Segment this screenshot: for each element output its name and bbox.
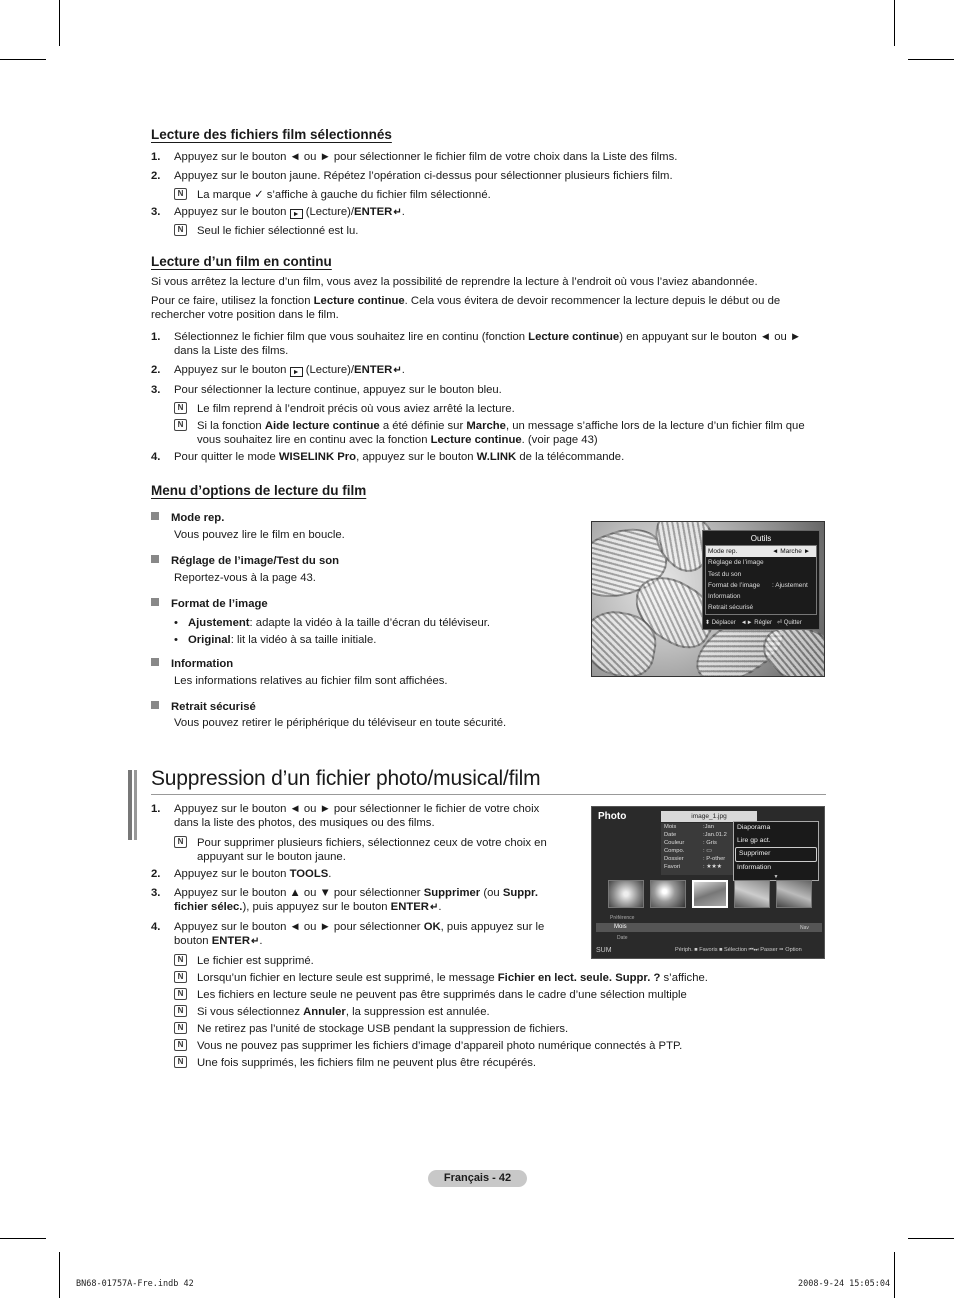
- enter-icon: ↵: [251, 936, 260, 947]
- note-icon: N: [174, 419, 187, 431]
- option-description: Vous pouvez retirer le périphérique du téléviseur en toute sécurité.: [174, 717, 507, 729]
- info-row: Compo. : ▭: [664, 848, 712, 854]
- info-row: Date :Jan.01.2: [664, 832, 727, 838]
- note-icon: N: [174, 1005, 187, 1017]
- square-bullet-icon: [151, 658, 159, 666]
- divider: [151, 794, 826, 795]
- pref-label: Préférence: [610, 915, 635, 921]
- crop-mark: [59, 1252, 60, 1298]
- note-item: N Si la fonction Aide lecture continue a été définie sur Marche, un message s’affiche lors de la lecture d’un fichier film que vous souhaitez lire en continu avec la fonction Lecture continue. (voir page 43): [174, 419, 829, 447]
- square-bullet-icon: [151, 701, 159, 709]
- bullet-item: • Original: lit la vidéo à sa taille initiale.: [174, 634, 377, 646]
- step-item: 3. Appuyez sur le bouton ▲ ou ▼ pour sélectionner Supprimer (ou Suppr. fichier sélec.), puis appuyez sur le bouton ENTER↵.: [151, 887, 538, 913]
- tv-screenshot-photo-menu: [591, 806, 825, 959]
- section-title-options-menu: Menu d’options de lecture du film: [151, 483, 367, 498]
- updown-icon: ⬍: [705, 620, 711, 626]
- thumbnail[interactable]: [650, 880, 686, 908]
- note-item: [174, 1005, 829, 1019]
- note-icon: N: [174, 1022, 187, 1034]
- note-icon: N: [174, 1056, 187, 1068]
- crop-mark: [0, 59, 46, 60]
- note-icon: N: [174, 1039, 187, 1051]
- paragraph: Si vous arrêtez la lecture d’un film, vous avez la possibilité de reprendre la lecture à l’endroit où vous l’aviez abandonnée.: [151, 276, 758, 288]
- option-heading: Retrait sécurisé: [151, 701, 256, 713]
- play-icon: ►: [290, 209, 303, 219]
- step-item: 2. Appuyez sur le bouton ► (Lecture)/ENTER↵.: [151, 364, 405, 376]
- leftright-icon: ◄►: [740, 620, 753, 626]
- section-title-delete: Suppression d’un fichier photo/musical/film: [151, 767, 541, 790]
- bullet-item: • Ajustement: adapte la vidéo à la taille d’écran du téléviseur.: [174, 617, 491, 629]
- tools-menu-item[interactable]: Retrait sécurisé: [708, 604, 754, 612]
- date-label: Date: [617, 935, 628, 941]
- note-item: N Vous ne pouvez pas supprimer les fichiers d’image d’appareil photo numérique connectés à PTP.: [174, 1039, 829, 1053]
- note-cancel: Si vous sélectionnez Annuler, la suppression est annulée.: [197, 1006, 490, 1018]
- crop-mark: [59, 0, 60, 46]
- step-item: 3. Pour sélectionner la lecture continue, appuyez sur le bouton bleu.: [151, 384, 502, 396]
- section-bar: [134, 770, 137, 840]
- note-icon: N: [174, 988, 187, 1000]
- note-icon: N: [174, 836, 187, 848]
- note-readonly-message: Lorsqu’un fichier en lecture seule est supprimé, le message Fichier en lect. seule. Suppr. ? s’affiche.: [197, 972, 708, 984]
- note-item: N Les fichiers en lecture seule ne peuvent pas être supprimés dans le cadre d’une sélection multiple: [174, 988, 829, 1002]
- photo-footer-hints: Périph. ■ Favoris ■ Sélection ⏮⏭ Passer ▭ Option: [675, 947, 802, 953]
- info-row: Mois :Jan: [664, 824, 714, 830]
- note-item: N Le film reprend à l’endroit précis où vous aviez arrêté la lecture.: [174, 402, 829, 416]
- nav-label: Nav: [800, 925, 809, 931]
- square-bullet-icon: [151, 598, 159, 606]
- option-heading: Information: [151, 658, 233, 670]
- thumbnail[interactable]: [734, 880, 770, 908]
- crop-mark: [894, 0, 895, 46]
- step-item: 2. Appuyez sur le bouton jaune. Répétez l’opération ci-dessus pour sélectionner plusieurs fichiers film.: [151, 170, 673, 182]
- option-description: Reportez-vous à la page 43.: [174, 572, 316, 584]
- print-timestamp: 2008-9-24 15:05:04: [798, 1279, 891, 1289]
- step-item: 3. Appuyez sur le bouton ► (Lecture)/ENTER↵.: [151, 206, 405, 218]
- info-row: Favori : ★★★: [664, 864, 722, 870]
- section-title-continuous-play: Lecture d’un film en continu: [151, 254, 332, 269]
- note-icon: N: [174, 971, 187, 983]
- tools-menu-title: Outils: [750, 534, 772, 543]
- enter-icon: ↵: [393, 207, 402, 218]
- note-icon: N: [174, 224, 187, 236]
- note-item: [174, 971, 829, 985]
- note-icon: N: [174, 402, 187, 414]
- step-item: 2. Appuyez sur le bouton TOOLS.: [151, 868, 332, 880]
- sort-bar: [596, 923, 822, 932]
- crop-mark: [0, 1238, 46, 1239]
- option-description: Les informations relatives au fichier film sont affichées.: [174, 675, 448, 687]
- note-icon: N: [174, 188, 187, 200]
- info-row: Dossier : P-other: [664, 856, 726, 862]
- paragraph: Pour ce faire, utilisez la fonction Lecture continue. Cela vous évitera de devoir recommencer la lecture depuis le début ou de rechercher votre position dans le film.: [151, 295, 781, 321]
- option-slideshow[interactable]: Diaporama: [737, 824, 771, 831]
- option-play-group[interactable]: Lire gp act.: [737, 836, 771, 844]
- tools-menu-footer: ⬍ Déplacer ◄► Régler ⏎ Quitter: [705, 620, 802, 626]
- step-item: 1. Sélectionnez le fichier film que vous souhaitez lire en continu (fonction Lecture continue) en appuyant sur le bouton ◄ ou ► dans la Liste des films.: [151, 331, 802, 357]
- note-item: N Une fois supprimés, les fichiers film ne peuvent plus être récupérés.: [174, 1056, 829, 1070]
- note-item: N Ne retirez pas l’unité de stockage USB pendant la suppression de fichiers.: [174, 1022, 829, 1036]
- section-title-selected-films: Lecture des fichiers film sélectionnés: [151, 127, 392, 142]
- square-bullet-icon: [151, 512, 159, 520]
- note-icon: N: [174, 954, 187, 966]
- crop-mark: [908, 1238, 954, 1239]
- crop-mark: [908, 59, 954, 60]
- option-delete[interactable]: Supprimer: [735, 847, 817, 862]
- step-item: 1. Appuyez sur le bouton ◄ ou ► pour sélectionner le fichier film de votre choix dans la Liste des films.: [151, 151, 678, 163]
- note-item: N Pour supprimer plusieurs fichiers, sélectionnez ceux de votre choix en appuyant sur le bouton jaune.: [174, 836, 569, 864]
- sum-label: SUM: [596, 947, 612, 954]
- option-heading: Réglage de l’image/Test du son: [151, 555, 339, 567]
- month-label: Mois: [614, 924, 627, 930]
- tools-menu-list: [705, 545, 817, 615]
- photo-title: Photo: [598, 811, 627, 822]
- play-icon: ►: [290, 367, 303, 377]
- option-heading: Mode rep.: [151, 512, 224, 524]
- info-row: Couleur : Gris: [664, 840, 717, 846]
- tools-menu-item[interactable]: Test du son: [708, 570, 742, 578]
- tools-menu-item[interactable]: Réglage de l’image: [708, 559, 764, 567]
- tools-menu-item[interactable]: Format de l’image : Ajustement: [708, 581, 808, 589]
- note-item: N La marque ✓ s’affiche à gauche du fichier film sélectionné.: [174, 188, 829, 202]
- print-file-info: BN68-01757A-Fre.indb 42: [76, 1279, 194, 1289]
- tools-menu-item[interactable]: Information: [708, 593, 741, 601]
- option-heading: Format de l’image: [151, 598, 268, 610]
- step-item: 4. Appuyez sur le bouton ◄ ou ► pour sélectionner OK, puis appuyez sur le bouton ENTER↵.: [151, 921, 545, 947]
- checkmark-icon: ✓: [254, 189, 264, 201]
- option-information[interactable]: Information: [737, 863, 772, 871]
- thumbnail[interactable]: [608, 880, 644, 908]
- thumbnail[interactable]: [776, 880, 812, 908]
- thumbnail-selected[interactable]: [692, 880, 728, 908]
- tools-menu-panel: [702, 530, 820, 630]
- tools-menu-item[interactable]: Mode rep. ◄ Marche ►: [706, 546, 816, 557]
- section-bar: [128, 770, 132, 840]
- filename-label: image_1.jpg: [661, 811, 757, 822]
- enter-icon: ↵: [429, 902, 439, 913]
- exit-icon: ⏎: [777, 620, 783, 626]
- photo-options-menu: [733, 821, 819, 881]
- step-item: 4. Pour quitter le mode WISELINK Pro, appuyez sur le bouton W.LINK de la télécommande.: [151, 451, 625, 463]
- scroll-down-icon: ▼: [773, 874, 779, 880]
- note-item: N Le fichier est supprimé.: [174, 954, 829, 968]
- crop-mark: [894, 1252, 895, 1298]
- page-number: Français - 42: [428, 1170, 527, 1187]
- step-item: 1. Appuyez sur le bouton ◄ ou ► pour sélectionner le fichier de votre choix dans la liste des photos, des musiques ou des films.: [151, 803, 540, 829]
- enter-icon: ↵: [393, 365, 402, 376]
- option-description: Vous pouvez lire le film en boucle.: [174, 529, 345, 541]
- photo-info-panel: [661, 823, 733, 875]
- note-item: N Seul le fichier sélectionné est lu.: [174, 224, 829, 238]
- thumbnail-strip: [608, 880, 812, 908]
- tv-screenshot-tools-menu: [591, 521, 825, 677]
- square-bullet-icon: [151, 555, 159, 563]
